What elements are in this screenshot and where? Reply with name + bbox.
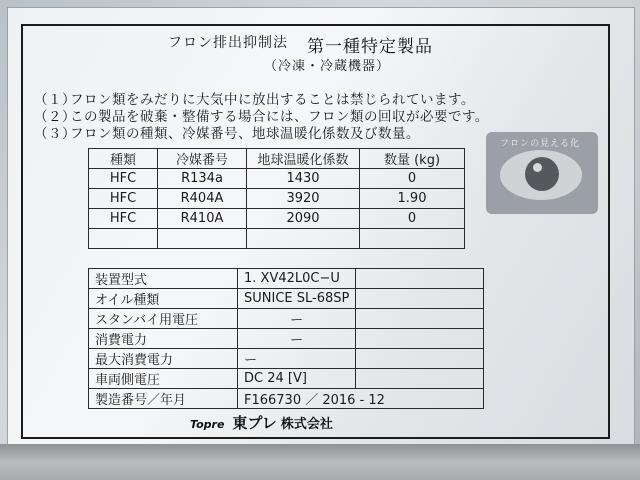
table-row bbox=[89, 369, 484, 389]
note-number: （２） bbox=[34, 109, 76, 125]
note-text: フロン類をみだりに大気中に放出することは禁じられています。 bbox=[70, 92, 475, 108]
header-cell: 冷媒番号 bbox=[158, 149, 247, 169]
header-cell: 種類 bbox=[89, 149, 158, 169]
spec-value: F166730 ／ 2016 - 12 bbox=[238, 389, 484, 409]
header-cell: 数量 (kg) bbox=[360, 149, 465, 169]
eye-icon bbox=[500, 150, 582, 200]
background-strip bbox=[0, 444, 640, 480]
table-cell: R134a bbox=[158, 169, 247, 189]
table-cell: 0 bbox=[360, 169, 465, 189]
note-number: （１） bbox=[34, 92, 76, 108]
spec-empty bbox=[356, 329, 484, 349]
table-cell: HFC bbox=[89, 189, 158, 209]
freon-visualization-logo bbox=[486, 132, 598, 214]
table-cell: 1.90 bbox=[360, 189, 465, 209]
refrigerant-table bbox=[88, 148, 465, 249]
spec-empty bbox=[356, 289, 484, 309]
table-row bbox=[89, 389, 484, 409]
spec-label: 最大消費電力 bbox=[89, 349, 238, 369]
table-cell: HFC bbox=[89, 209, 158, 229]
table-header-row bbox=[89, 149, 465, 169]
table-cell: 1430 bbox=[247, 169, 360, 189]
spec-label: スタンバイ用電圧 bbox=[89, 309, 238, 329]
table-row bbox=[89, 309, 484, 329]
table-cell: R410A bbox=[158, 209, 247, 229]
table-cell: 2090 bbox=[247, 209, 360, 229]
product-category: 第一種特定製品 bbox=[307, 37, 433, 57]
manufacturer bbox=[190, 412, 333, 433]
maker-suffix: 株式会社 bbox=[280, 417, 333, 432]
spec-label: 車両側電圧 bbox=[89, 369, 238, 389]
note-text: フロン類の種類、冷媒番号、地球温暖化係数及び数量。 bbox=[70, 126, 420, 142]
header-cell: 地球温暖化係数 bbox=[247, 149, 360, 169]
maker-brand: Topre bbox=[190, 418, 225, 431]
note-number: （３） bbox=[34, 126, 76, 142]
spec-value: ー bbox=[238, 329, 356, 349]
table-row bbox=[89, 209, 465, 229]
table-row bbox=[89, 289, 484, 309]
table-row bbox=[89, 329, 484, 349]
table-row bbox=[89, 189, 465, 209]
table-cell bbox=[158, 229, 247, 249]
note-text: この製品を破棄・整備する場合には、フロン類の回収が必要です。 bbox=[70, 109, 489, 125]
spec-label: 装置型式 bbox=[89, 269, 238, 289]
spec-empty bbox=[356, 349, 484, 369]
table-cell: 0 bbox=[360, 209, 465, 229]
law-title: フロン排出抑制法 bbox=[168, 35, 288, 51]
table-cell bbox=[89, 229, 158, 249]
spec-empty bbox=[356, 369, 484, 389]
note-3 bbox=[34, 122, 420, 142]
table-cell: R404A bbox=[158, 189, 247, 209]
table-row bbox=[89, 229, 465, 249]
maker-name: 東プレ bbox=[232, 414, 277, 432]
table-row bbox=[89, 169, 465, 189]
product-subtype: （冷凍・冷蔵機器） bbox=[264, 59, 391, 74]
spec-empty bbox=[356, 269, 484, 289]
table-row bbox=[89, 349, 484, 369]
spec-value: DC 24 [V] bbox=[238, 369, 356, 389]
table-cell bbox=[247, 229, 360, 249]
logo-text: フロンの見える化 bbox=[500, 139, 581, 149]
spec-label: オイル種類 bbox=[89, 289, 238, 309]
glint-shape bbox=[533, 163, 542, 172]
table-row bbox=[89, 269, 484, 289]
spec-value: 1. XV42L0C−U bbox=[238, 269, 356, 289]
spec-value: ー bbox=[238, 349, 356, 369]
spec-table bbox=[88, 268, 484, 409]
spec-value: SUNICE SL-68SP bbox=[238, 289, 356, 309]
table-cell: 3920 bbox=[247, 189, 360, 209]
spec-value: ー bbox=[238, 309, 356, 329]
table-cell: HFC bbox=[89, 169, 158, 189]
spec-label: 製造番号／年月 bbox=[89, 389, 238, 409]
spec-label: 消費電力 bbox=[89, 329, 238, 349]
pupil-shape bbox=[525, 157, 559, 191]
table-cell bbox=[360, 229, 465, 249]
spec-empty bbox=[356, 309, 484, 329]
